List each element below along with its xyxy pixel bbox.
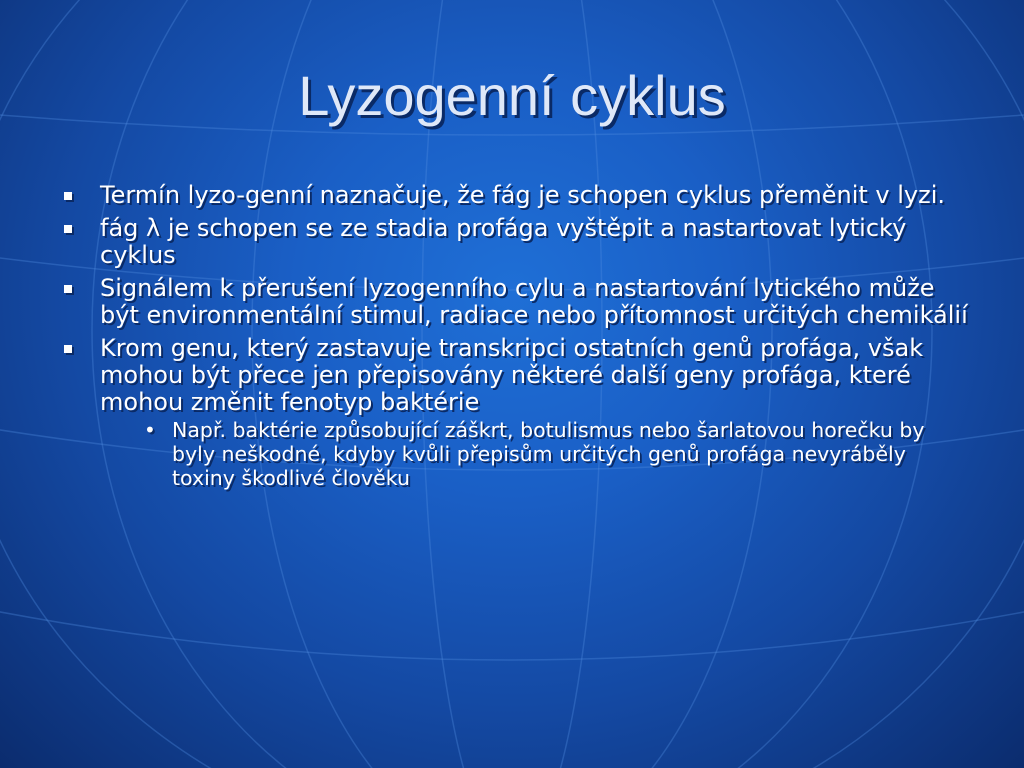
slide-title: Lyzogenní cyklus [298,64,726,127]
square-bullet-icon [64,225,72,233]
bullet-text: Termín lyzo-genní naznačuje, že fág je schopen cyklus přeměnit v lyzi. [100,181,946,209]
bullet-item [62,182,972,209]
bullet-text: Krom genu, který zastavuje transkripci ostatních genů profága, však mohou být přece jen přepisovány některé další geny profága, které mohou změnit fenotyp baktérie [100,334,924,416]
dot-bullet-icon: • [144,418,156,442]
sub-bullet-item [144,418,972,490]
slide-body [62,182,972,490]
sub-bullet-text: Např. baktérie způsobující záškrt, botulismus nebo šarlatovou horečku by byly neškodné, kdyby kvůli přepisům určitých genů profága nevyráběly toxiny škodlivé člověku [172,418,925,490]
bullet-item [62,215,972,269]
square-bullet-icon [64,345,72,353]
bullet-item [62,335,972,416]
bullet-text: Signálem k přerušení lyzogenního cylu a nastartování lytického může být environmentální stimul, radiace nebo přítomnost určitých chemikálií [100,274,968,329]
bullet-text: fág λ je schopen se ze stadia profága vyštěpit a nastartovat lytický cyklus [100,214,907,269]
square-bullet-icon [64,192,72,200]
bullet-item [62,275,972,329]
square-bullet-icon [64,285,72,293]
